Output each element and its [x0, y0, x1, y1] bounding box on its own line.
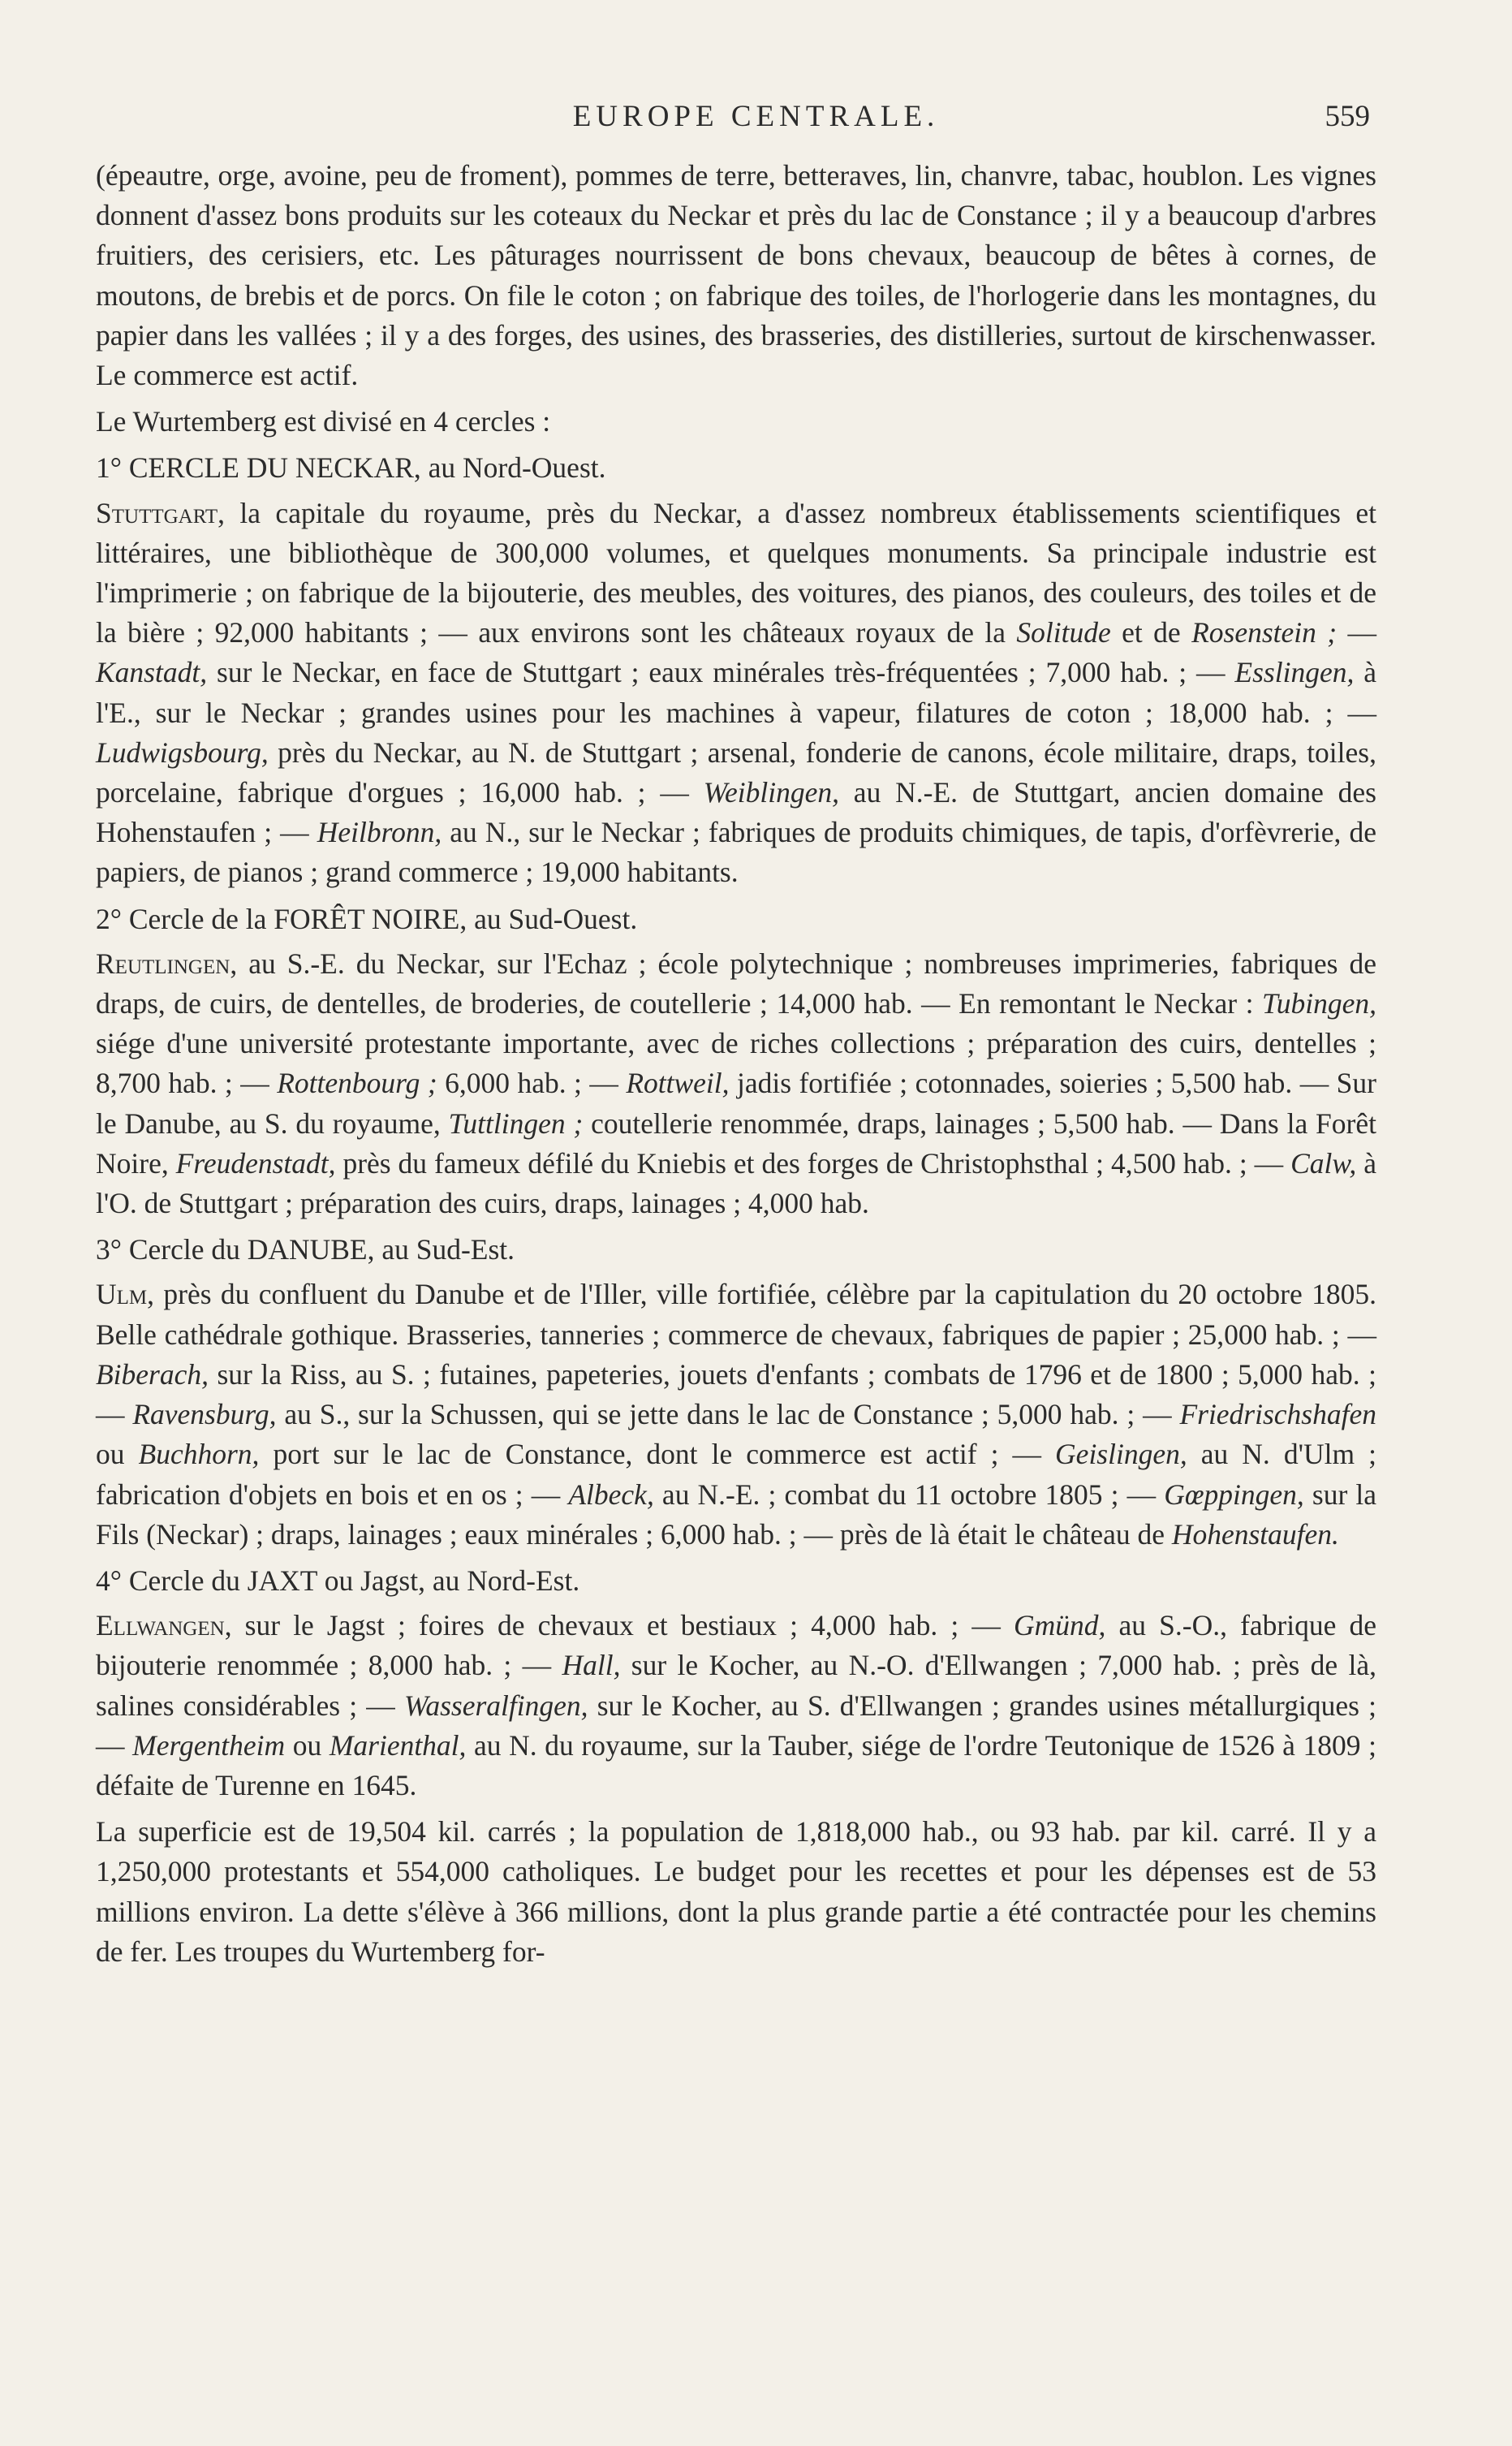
- text-run: au N.-E. ; combat du 11 octobre 1805 ; —: [653, 1478, 1165, 1511]
- place-name: Friedrischshafen: [1179, 1398, 1376, 1431]
- cercle-danube-heading: 3° Cercle du DANUBE, au Sud-Est.: [96, 1233, 515, 1266]
- place-name: Buchhorn,: [138, 1438, 260, 1471]
- text-run: près du Neckar, au N. de Stuttgart ; arsenal, fonderie de canons, école militaire, draps, toiles, porcelaine, fabrique d'orgues ; 16,000 hab. ; —: [96, 736, 1376, 809]
- place-name: Hall,: [562, 1649, 621, 1682]
- body-text: [96, 156, 1376, 1977]
- page-number: 559: [1325, 100, 1370, 133]
- text-run: sur la Fils (Neckar) ; draps, lainages ; eaux minérales ; 6,000 hab. ; — près de là était le château de: [96, 1478, 1376, 1551]
- place-name: Freudenstadt,: [175, 1146, 336, 1180]
- place-name: Tubingen,: [1261, 987, 1376, 1020]
- text-run: jadis fortifiée ; cotonnades, soieries ; 5,500 hab. — Sur le Danube, au S. du royaume,: [96, 1067, 1376, 1140]
- text-run: , près du confluent du Danube et de l'Iller, ville fortifiée, célèbre par la capitulation du 20 octobre 1805. Belle cathédrale gothique. Brasseries, tanneries ; commerce de chevaux, fabriques de papier ; 25,000 hab. ; —: [96, 1278, 1376, 1351]
- text-run: sur le Kocher, au N.-O. d'Ellwangen ; 7,000 hab. ; près de là, salines considérables ; —: [96, 1649, 1376, 1722]
- place-name: Tuttlingen ;: [448, 1107, 584, 1140]
- intro-division-line: Le Wurtemberg est divisé en 4 cercles :: [96, 405, 551, 438]
- city-lead: Ellwangen: [96, 1609, 225, 1642]
- cercle-foret-noire-paragraph: [96, 944, 1376, 1223]
- text-run: près du fameux défilé du Kniebis et des forges de Christophsthal ; 4,500 hab. ; —: [335, 1146, 1291, 1180]
- text-run: sur le Kocher, au S. d'Ellwangen ; grandes usines métallurgiques ; —: [96, 1689, 1376, 1762]
- text-run: ou: [96, 1438, 139, 1471]
- cercle-neckar-paragraph: [96, 494, 1376, 893]
- cercle-danube-paragraph: [96, 1275, 1376, 1554]
- text-run: sur la Riss, au S. ; futaines, papeteries, jouets d'enfants ; combats de 1796 et de 1800 ; 5,000 hab. ; —: [96, 1357, 1376, 1431]
- place-name: Hohenstaufen.: [1171, 1517, 1339, 1551]
- place-name: Ravensburg,: [132, 1398, 277, 1431]
- place-name: Biberach,: [96, 1357, 209, 1391]
- text-run: au S.-O., fabrique de bijouterie renommée ; 8,000 hab. ; —: [96, 1609, 1376, 1682]
- text-run: au N., sur le Neckar ; fabriques de produits chimiques, de tapis, d'orfèvrerie, de papiers, de pianos ; grand commerce ; 19,000 habitants.: [96, 816, 1376, 889]
- place-name: Albeck,: [568, 1478, 654, 1511]
- cercle-foret-noire-heading: 2° Cercle de la FORÊT NOIRE, au Sud-Ouest.: [96, 902, 638, 935]
- text-run: coutellerie renommée, draps, lainages ; 5,500 hab. — Dans la Forêt Noire,: [96, 1107, 1376, 1180]
- text-run: , sur le Jagst ; foires de chevaux et bestiaux ; 4,000 hab. ; —: [224, 1609, 1014, 1642]
- text-run: 6,000 hab. ; —: [437, 1067, 627, 1100]
- running-title: EUROPE CENTRALE.: [572, 100, 940, 133]
- place-name: Gmünd,: [1013, 1609, 1106, 1642]
- closing-paragraph: La superficie est de 19,504 kil. carrés ; la population de 1,818,000 hab., ou 93 hab. par kil. carré. Il y a 1,250,000 protestants et 554,000 catholiques. Le budget pour les recettes et pour les dépenses est de 53 millions environ. La dette s'élève à 366 millions, dont la plus grande partie a été contractée pour les chemins de fer. Les troupes du Wurtemberg for-: [96, 1815, 1376, 1968]
- place-name: Solitude: [1016, 616, 1111, 649]
- city-lead: Stuttgart: [96, 496, 218, 529]
- cercle-neckar-heading: 1° CERCLE DU NECKAR, au Nord-Ouest.: [96, 451, 606, 485]
- text-run: ou: [285, 1728, 330, 1762]
- city-lead: Ulm: [96, 1278, 148, 1311]
- text-run: au S., sur la Schussen, qui se jette dans le lac de Constance ; 5,000 hab. ; —: [276, 1398, 1180, 1431]
- text-run: —: [1337, 616, 1376, 649]
- cercle-jaxt-paragraph: [96, 1606, 1376, 1805]
- text-run: au N. du royaume, sur la Tauber, siége de l'ordre Teutonique de 1526 à 1809 ; défaite de Turenne en 1645.: [96, 1728, 1377, 1801]
- text-run: à l'O. de Stuttgart ; préparation des cuirs, draps, lainages ; 4,000 hab.: [96, 1146, 1376, 1220]
- place-name: Rottenbourg ;: [277, 1067, 437, 1100]
- text-run: sur le Neckar, en face de Stuttgart ; eaux minérales très-fréquentées ; 7,000 hab. ; —: [207, 656, 1235, 689]
- place-name: Esslingen,: [1234, 656, 1355, 689]
- place-name: Mergentheim: [132, 1728, 286, 1762]
- cercle-jaxt-heading: 4° Cercle du JAXT ou Jagst, au Nord-Est.: [96, 1564, 580, 1597]
- place-name: Kanstadt,: [96, 656, 208, 689]
- place-name: Gœppingen,: [1164, 1478, 1304, 1511]
- page-header: [0, 99, 1512, 148]
- text-run: , la capitale du royaume, près du Neckar, a d'assez nombreux établissements scientifiques et littéraires, une bibliothèque de 300,000 volumes, et quelques monuments. Sa principale industrie est l'imprimerie ; on fabrique de la bijouterie, des meubles, des voitures, des pianos, des couleurs, des toiles et de la bière ; 92,000 habitants ; — aux environs sont les châteaux royaux de la: [96, 496, 1376, 649]
- place-name: Calw,: [1290, 1146, 1357, 1180]
- place-name: Rottweil,: [626, 1067, 730, 1100]
- text-run: à l'E., sur le Neckar ; grandes usines pour les machines à vapeur, filatures de coton ; 18,000 hab. ; —: [96, 656, 1376, 729]
- text-run: au N. d'Ulm ; fabrication d'objets en bois et en os ; —: [96, 1438, 1376, 1511]
- text-run: port sur le lac de Constance, dont le commerce est actif ; —: [259, 1438, 1056, 1471]
- place-name: Weiblingen,: [703, 776, 839, 809]
- place-name: Ludwigsbourg,: [96, 736, 269, 769]
- place-name: Heilbronn,: [317, 816, 442, 849]
- text-run: siége d'une université protestante importante, avec de riches collections ; préparation des cuirs, dentelles ; 8,700 hab. ; —: [96, 1027, 1376, 1100]
- text-run: et de: [1110, 616, 1192, 649]
- text-run: au N.-E. de Stuttgart, ancien domaine des Hohenstaufen ; —: [96, 776, 1376, 849]
- place-name: Geislingen,: [1055, 1438, 1187, 1471]
- place-name: Marienthal,: [329, 1728, 467, 1762]
- intro-paragraph: (épeautre, orge, avoine, peu de froment), pommes de terre, betteraves, lin, chanvre, tabac, houblon. Les vignes donnent d'assez bons produits sur les coteaux du Neckar et près du lac de Constance ; il y a beaucoup d'arbres fruitiers, des cerisiers, etc. Les pâturages nourrissent de bons chevaux, beaucoup de bêtes à cornes, de moutons, de brebis et de porcs. On file le coton ; on fabrique des toiles, de l'horlogerie dans les montagnes, du papier dans les vallées ; il y a des forges, des usines, des brasseries, des distilleries, surtout de kirschenwasser. Le commerce est actif.: [96, 159, 1376, 392]
- text-run: , au S.-E. du Neckar, sur l'Echaz ; école polytechnique ; nombreuses imprimeries, fabriques de draps, de cuirs, de dentelles, de broderies, de coutellerie ; 14,000 hab. — En remontant le Neckar :: [96, 947, 1376, 1020]
- place-name: Rosenstein ;: [1191, 616, 1338, 649]
- place-name: Wasseralfingen,: [404, 1689, 588, 1722]
- city-lead: Reutlingen: [96, 947, 230, 980]
